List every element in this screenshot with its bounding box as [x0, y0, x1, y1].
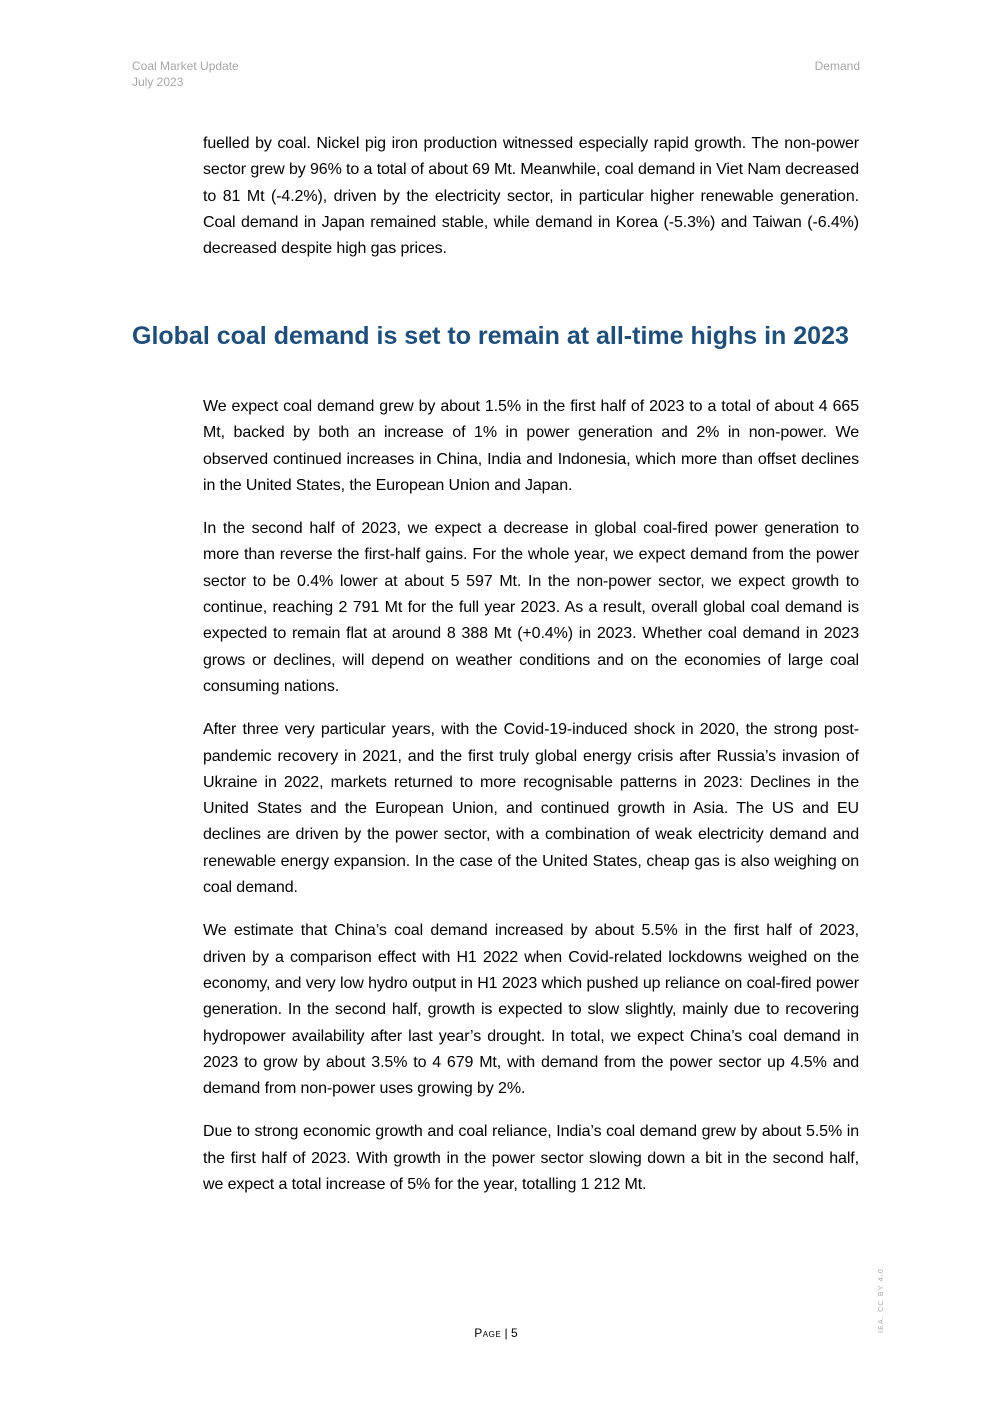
report-date: July 2023: [132, 75, 184, 89]
header-left: [132, 58, 239, 90]
paragraph: We expect coal demand grew by about 1.5% in the first half of 2023 to a total of about 4 665 Mt, backed by both an increase of 1% in power generation and 2% in non-power. We observed continued increases in China, India and Indonesia, which more than offset declines in the United States, the European Union and Japan.: [203, 398, 859, 494]
paragraph: Due to strong economic growth and coal reliance, India’s coal demand grew by about 5.5% in the first half of 2023. With growth in the power sector slowing down a bit in the second half, we expect a total increase of 5% for the year, totalling 1 212 Mt.: [203, 1123, 859, 1194]
paragraph: We estimate that China’s coal demand increased by about 5.5% in the first half of 2023, driven by a comparison effect with H1 2022 when Covid-related lockdowns weighed on the economy, and very low hydro output in H1 2023 which pushed up reliance on coal-fired power generation. In the second half, growth is expected to slow slightly, mainly due to recovering hydropower availability after last year’s drought. In total, we expect China’s coal demand in 2023 to grow by about 3.5% to 4 679 Mt, with demand from the power sector up 4.5% and demand from non-power uses growing by 2%.: [203, 922, 859, 1098]
page-label: Page: [474, 1326, 502, 1340]
section-name: Demand: [814, 59, 860, 73]
report-title: Coal Market Update: [132, 59, 239, 73]
paragraph: After three very particular years, with the Covid-19-induced shock in 2020, the strong post-pandemic recovery in 2021, and the first truly global energy crisis after Russia’s invasion of Ukraine in 2022, markets returned to more recognisable patterns in 2023: Declines in the United States and the European Union, and continued growth in Asia. The US and EU declines are driven by the power sector, with a combination of weak electricity demand and renewable energy expansion. In the case of the United States, cheap gas is also weighing on coal demand.: [203, 721, 859, 897]
paragraph: fuelled by coal. Nickel pig iron production witnessed especially rapid growth. The non-power sector grew by 96% to a total of about 69 Mt. Meanwhile, coal demand in Viet Nam decreased to 81 Mt (-4.2%), driven by the electricity sector, in particular higher renewable generation. Coal demand in Japan remained stable, while demand in Korea (-5.3%) and Taiwan (-6.4%) decreased despite high gas prices.: [203, 135, 859, 258]
page-footer: [0, 1326, 992, 1340]
page-number: 5: [511, 1326, 518, 1340]
continuation-text: [203, 131, 859, 262]
paragraph: In the second half of 2023, we expect a decrease in global coal-fired power generation to more than reverse the first-half gains. For the whole year, we expect demand from the power sector to be 0.4% lower at about 5 597 Mt. In the non-power sector, we expect growth to continue, reaching 2 791 Mt for the full year 2023. As a result, overall global coal demand is expected to remain flat at around 8 388 Mt (+0.4%) in 2023. Whether coal demand in 2023 grows or declines, will depend on weather conditions and on the economies of large coal consuming nations.: [203, 520, 859, 695]
body-text: [203, 394, 859, 1215]
section-heading: Global coal demand is set to remain at all-time highs in 2023: [132, 322, 849, 350]
page-separator: |: [501, 1326, 511, 1340]
license-note: IEA. CC BY 4.0.: [878, 1264, 885, 1333]
